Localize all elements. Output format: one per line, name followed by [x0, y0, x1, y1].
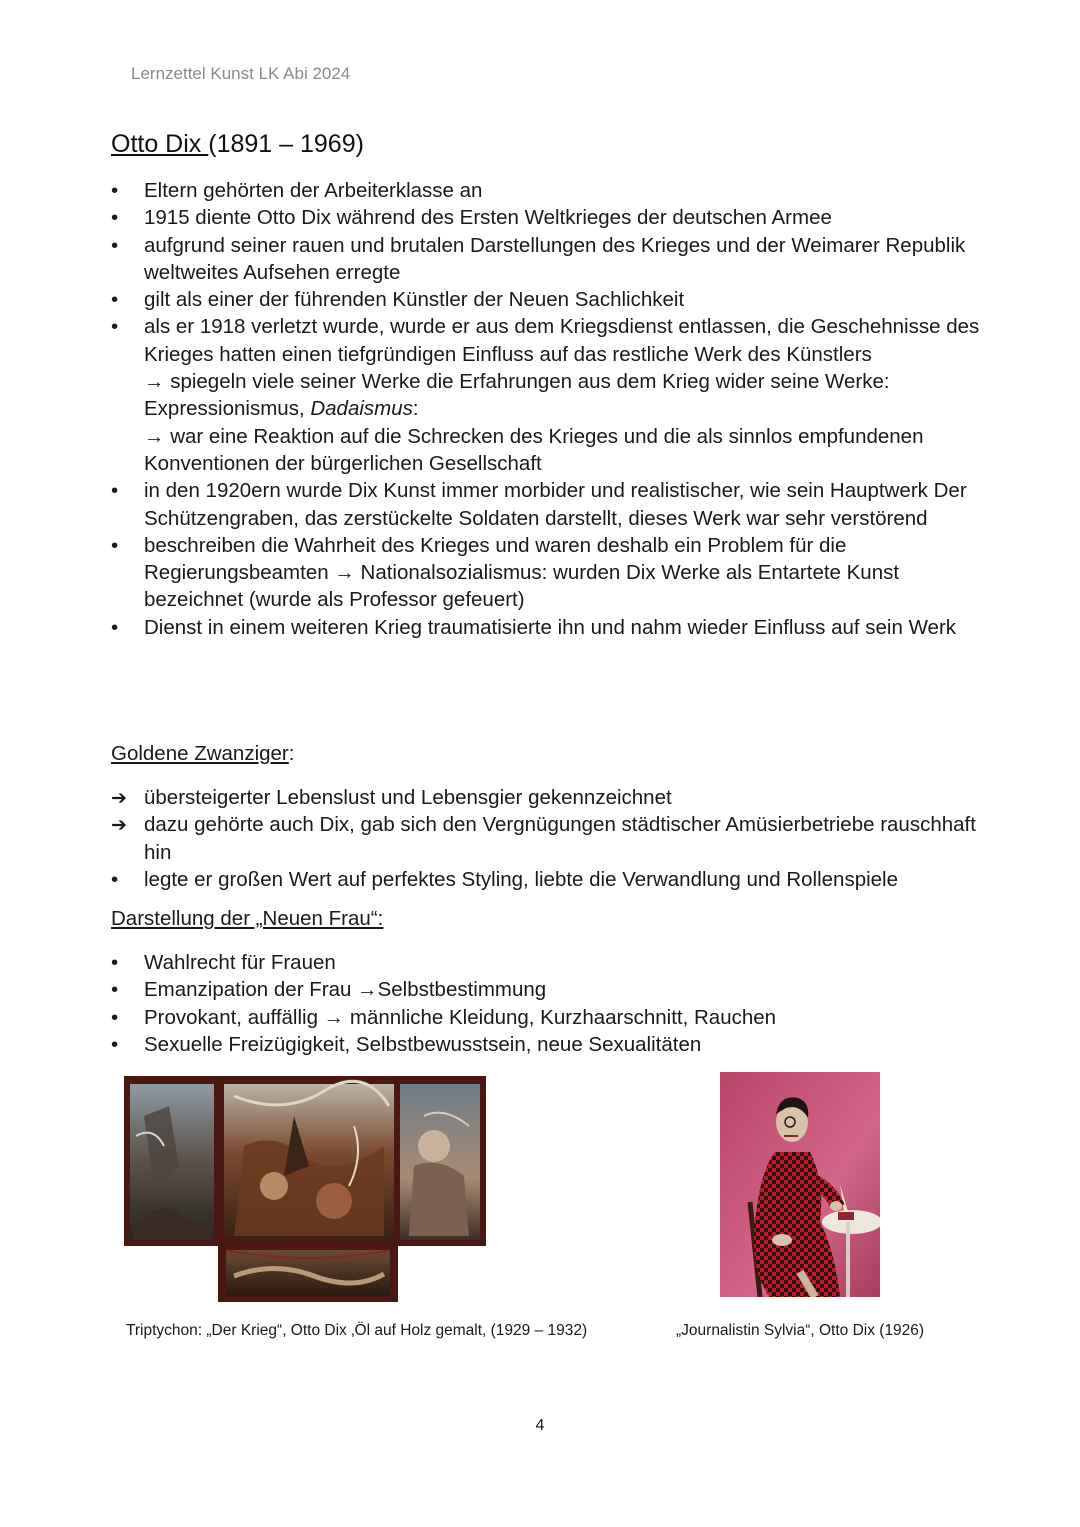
list-item: • Emanzipation der Frau →Selbstbestimmung [111, 976, 991, 1003]
section-heading-goldene-zwanziger: Goldene Zwanziger: [111, 742, 295, 765]
journalistin-sylvia-icon [720, 1072, 880, 1297]
list-item: • Provokant, auffällig → männliche Kleidung, Kurzhaarschnitt, Rauchen [111, 1004, 991, 1031]
sub-line-arrow: → war eine Reaktion auf die Schrecken des Krieges und die als sinnlos empfundenen Konventionen der bürgerlichen Gesellschaft [144, 424, 924, 475]
list-item: • legte er großen Wert auf perfektes Styling, liebte die Verwandlung und Rollenspiele [111, 866, 991, 893]
section-heading-neue-frau: Darstellung der „Neuen Frau“: [111, 907, 384, 930]
list-item: • in den 1920ern wurde Dix Kunst immer morbider und realistischer, wie sein Hauptwerk Der Schützengraben, das zerstückelte Soldaten darstellt, dieses Werk war sehr verstörend [111, 477, 991, 532]
list-item: • 1915 diente Otto Dix während des Ersten Weltkrieges der deutschen Armee [111, 204, 991, 231]
list-item: • Wahlrecht für Frauen [111, 949, 991, 976]
list-item: • Eltern gehörten der Arbeiterklasse an [111, 177, 991, 204]
list-item: • beschreiben die Wahrheit des Krieges und waren deshalb ein Problem für die Regierungsbeamten → Nationalsozialismus: wurden Dix Werke als Entartete Kunst bezeichnet (wurde als Professor gefeuert) [111, 532, 991, 614]
list-item: ➔ übersteigerter Lebenslust und Lebensgier gekennzeichnet [111, 784, 991, 811]
list-item: • Sexuelle Freizügigkeit, Selbstbewusstsein, neue Sexualitäten [111, 1031, 991, 1058]
caption-triptych: Triptychon: „Der Krieg“, Otto Dix ‚Öl auf Holz gemalt, (1929 – 1932) [126, 1322, 588, 1339]
list-item: • Dienst in einem weiteren Krieg traumatisierte ihn und nahm wieder Einfluss auf sein Werk [111, 614, 991, 641]
page-number: 4 [535, 1417, 545, 1434]
list-item: • als er 1918 verletzt wurde, wurde er aus dem Kriegsdienst entlassen, die Geschehnisse des Krieges hatten einen tiefgründigen Einfluss auf das restliche Werk des Künstlers → spiegeln viele seiner Werke die Erfahrungen aus dem Krieg wider seine Werke: Expressionismus, Dadaismus: → war eine Reaktion auf die Schrecken des Krieges und die als sinnlos empfundenen Konventionen der bürgerlichen Gesellschaft [111, 313, 991, 477]
neue-frau-list [111, 949, 991, 1058]
goldene-zwanziger-list [111, 784, 991, 893]
sub-line-arrow: → spiegeln viele seiner Werke die Erfahrungen aus dem Krieg wider seine Werke: Expressionismus, Dadaismus: [144, 370, 890, 421]
page-title [111, 130, 364, 159]
caption-sylvia: „Journalistin Sylvia“, Otto Dix (1926) [676, 1322, 925, 1339]
triptych-der-krieg-icon [124, 1076, 486, 1302]
triptych-image [124, 1076, 486, 1302]
bio-list [111, 177, 991, 641]
title-dates: (1891 – 1969) [208, 130, 364, 158]
sylvia-portrait-image [720, 1072, 880, 1297]
list-item: • aufgrund seiner rauen und brutalen Darstellungen des Krieges und der Weimarer Republik weltweites Aufsehen erregte [111, 232, 991, 287]
list-item: • gilt als einer der führenden Künstler der Neuen Sachlichkeit [111, 286, 991, 313]
list-item: ➔ dazu gehörte auch Dix, gab sich den Vergnügungen städtischer Amüsierbetriebe rauschhaft hin [111, 811, 991, 866]
title-name: Otto Dix [111, 130, 209, 158]
document-header: Lernzettel Kunst LK Abi 2024 [131, 64, 351, 83]
